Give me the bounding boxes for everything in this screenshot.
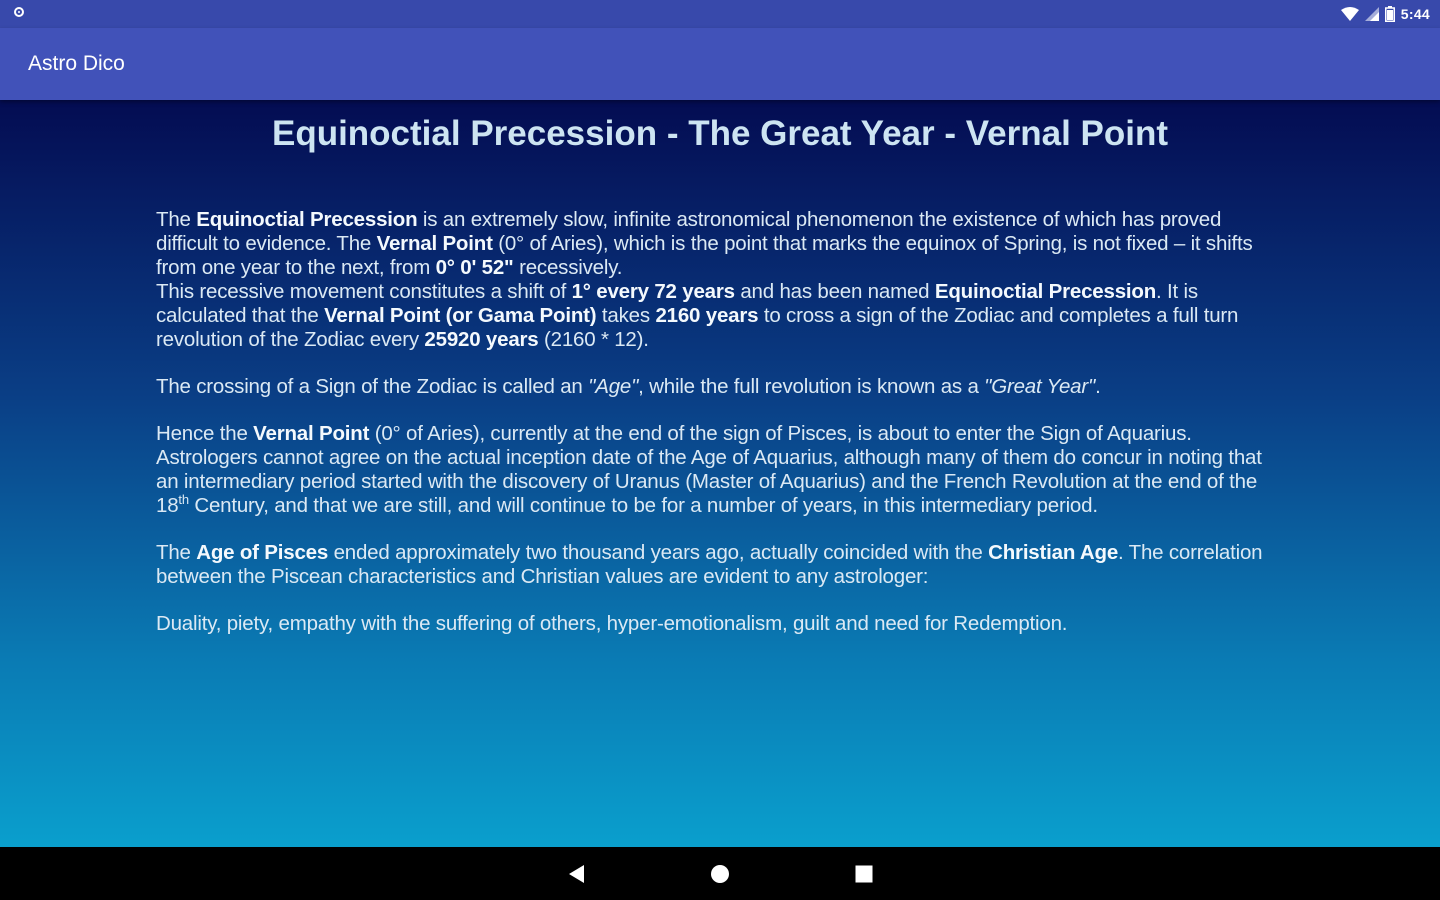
text-run: The (156, 541, 197, 564)
status-bar (0, 0, 1440, 28)
bold-term: Equinoctial Precession (196, 208, 418, 231)
recents-button[interactable] (851, 861, 877, 887)
paragraph-5 (156, 541, 1286, 589)
status-time: 5:44 (1400, 6, 1430, 22)
bold-term: Equinoctial Precession (934, 280, 1157, 303)
page-title: Equinoctial Precession - The Great Year - Vernal Point (271, 114, 1169, 153)
text-run: Duality, piety, empathy with the suffering of others, hyper-emotionalism, guilt and need for Redemption. (156, 612, 1068, 635)
text-run: The (156, 208, 197, 231)
text-run: takes (596, 304, 656, 327)
text-run: . (1095, 375, 1101, 398)
text-run: , while the full revolution is known as a (638, 375, 985, 398)
text-run: The crossing of a Sign of the Zodiac is called an (156, 375, 589, 398)
bold-term: 0° 0' 52" (435, 256, 514, 279)
text-run: . It is calculated that the (156, 280, 1198, 327)
text-run: (2160 * 12). (538, 328, 649, 351)
paragraph-1 (156, 208, 1286, 352)
signal-icon (1365, 7, 1379, 21)
back-button[interactable] (564, 861, 590, 887)
app-title: Astro Dico (28, 52, 125, 75)
bold-term: 2160 years (655, 304, 759, 327)
paragraph-6 (156, 612, 1286, 636)
text-run: ended approximately two thousand years ago, actually coincided with the (328, 541, 989, 564)
recents-icon (854, 864, 874, 884)
notification-icon (14, 7, 24, 17)
paragraph-3 (156, 375, 1286, 399)
bold-term: 1° every 72 years (571, 280, 735, 303)
status-icons (1341, 4, 1430, 24)
battery-icon (1385, 6, 1395, 22)
text-run: to cross a sign of the Zodiac and completes a full turn revolution of the Zodiac every (156, 304, 1239, 351)
italic-term: "Age" (588, 375, 639, 398)
text-run: Century, and that we are still, and will continue to be for a number of years, in this intermediary period. (188, 494, 1098, 517)
bold-term: Vernal Point (or Gama Point) (324, 304, 597, 327)
back-icon (567, 864, 587, 884)
bold-term: Age of Pisces (196, 541, 329, 564)
italic-term: "Great Year" (984, 375, 1096, 398)
wifi-icon (1341, 7, 1359, 21)
app-bar (0, 28, 1440, 100)
text-run: . The correlation between the Piscean characteristics and Christian values are evident to any astrologer: (156, 541, 1263, 588)
home-button[interactable] (707, 861, 733, 887)
home-icon (710, 864, 730, 884)
text-run: (0° of Aries), currently at the end of the sign of Pisces, is about to enter the Sign of Aquarius. Astrologers cannot agree on the actual inception date of the Age of Aquarius, although many of them do concur in noting that an intermediary period started with the discovery of Uranus (Master of Aquarius) and the French Revolution at the end of the 18 (156, 422, 1262, 517)
text-run: This recessive movement constitutes a shift of (156, 280, 572, 303)
text-run: recessively. (513, 256, 623, 279)
superscript: th (178, 492, 189, 508)
text-run: and has been named (734, 280, 935, 303)
bold-term: Vernal Point (253, 422, 370, 445)
paragraph-4 (156, 422, 1286, 518)
content-area[interactable] (0, 100, 1440, 847)
article (156, 208, 1286, 659)
bold-term: Christian Age (988, 541, 1119, 564)
text-run: Hence the (156, 422, 254, 445)
navigation-bar (0, 847, 1440, 900)
text-run: (0° of Aries), which is the point that marks the equinox of Spring, is not fixed – it shifts from one year to the next, from (156, 232, 1253, 279)
bold-term: Vernal Point (376, 232, 493, 255)
bold-term: 25920 years (424, 328, 539, 351)
text-run: is an extremely slow, infinite astronomical phenomenon the existence of which has proved difficult to evidence. The (156, 208, 1222, 255)
